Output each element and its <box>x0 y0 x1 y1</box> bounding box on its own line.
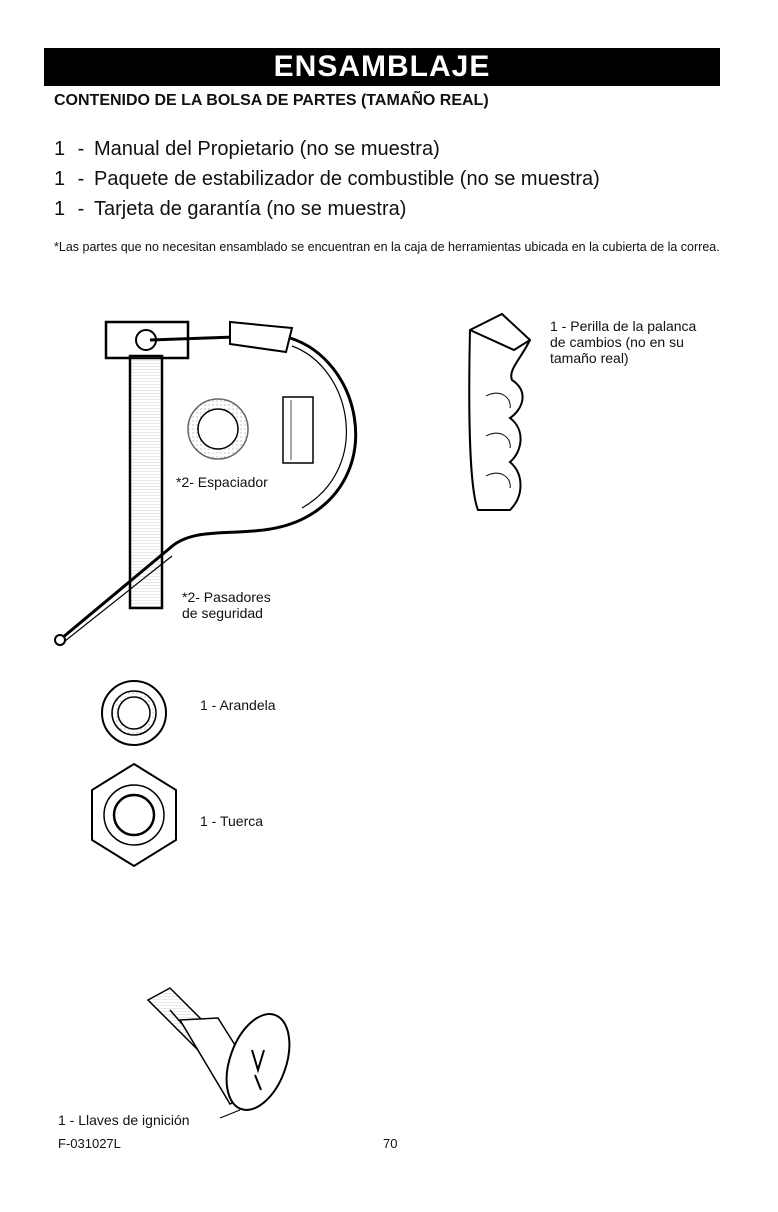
section-subtitle: CONTENIDO DE LA BOLSA DE PARTES (TAMAÑO REAL) <box>54 92 489 109</box>
washer-label: 1 - Arandela <box>200 697 276 713</box>
item-text: Paquete de estabilizador de combustible (no se muestra) <box>94 168 600 190</box>
knob-label-line: tamaño real) <box>550 350 629 366</box>
pins-label-line: de seguridad <box>182 605 263 621</box>
pins-label-line: *2- Pasadores <box>182 589 271 605</box>
spacer-label: *2- Espaciador <box>176 474 268 490</box>
item-text: Manual del Propietario (no se muestra) <box>94 138 440 160</box>
document-code: F-031027L <box>58 1136 121 1151</box>
item-qty: 1 <box>54 138 66 160</box>
item-text: Tarjeta de garantía (no se muestra) <box>94 198 407 220</box>
knob-label-line: de cambios (no en su <box>550 334 684 350</box>
nut-label: 1 - Tuerca <box>200 813 264 829</box>
item-qty: 1 <box>54 198 66 220</box>
shift-knob-drawing <box>469 314 530 510</box>
keys-label: 1 - Llaves de ignición <box>58 1112 190 1128</box>
spacer-drawing <box>188 397 313 463</box>
section-title-banner: ENSAMBLAJE <box>44 48 720 86</box>
item-separator: - <box>77 198 85 220</box>
page-number: 70 <box>383 1136 398 1151</box>
hex-nut-drawing <box>92 764 176 866</box>
item-qty: 1 <box>54 168 66 190</box>
ignition-key-drawing <box>148 988 301 1119</box>
note-text: *Las partes que no necesitan ensamblado se encuentran en la caja de herramientas ubicada en la cubierta de la correa. <box>54 240 720 254</box>
item-separator: - <box>77 138 85 160</box>
knob-label <box>550 318 696 366</box>
knob-label-line: 1 - Perilla de la palanca <box>550 318 697 334</box>
item-separator: - <box>77 168 85 190</box>
pins-label <box>182 589 271 621</box>
washer-drawing <box>102 681 166 745</box>
